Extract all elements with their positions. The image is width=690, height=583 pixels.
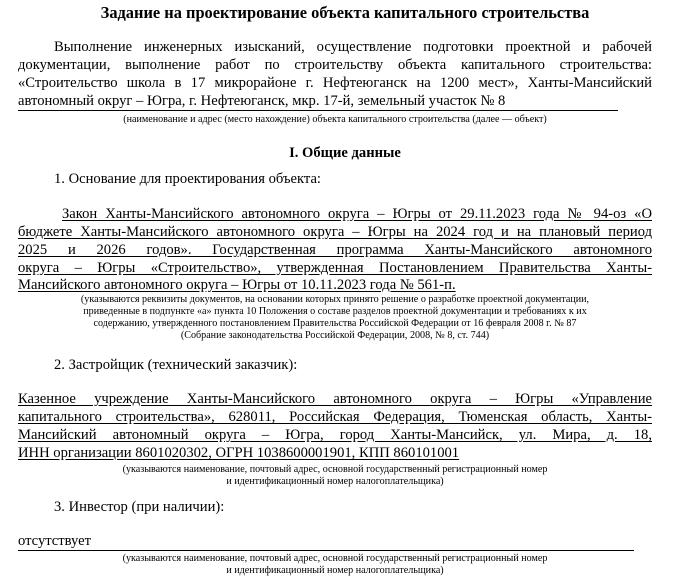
section-heading: I. Общие данные [289, 145, 401, 161]
investor-caption: и идентификационный номер налогоплательщика) [226, 565, 444, 576]
investor-underline [18, 550, 634, 551]
basis-caption: содержанию, утвержденного постановлением Правительства Российской Федерации от 16 февраля 2008 г. № 87 [93, 318, 577, 329]
item1-label: 1. Основание для проектирования объекта: [54, 171, 321, 187]
basis-line: округа – Югры «Строительство», утвержденная Постановлением Правительства Ханты- [18, 260, 652, 276]
item2-label: 2. Застройщик (технический заказчик): [54, 357, 298, 373]
basis-line: 2025 и 2026 годов». Государственная программа Ханты-Мансийского автономного [18, 242, 652, 258]
developer-line: капитального строительства», 628011, Российская Федерация, Тюменская область, Ханты- [18, 409, 652, 425]
developer-line: ИНН организации 8601020302, ОГРН 1038600001901, КПП 860101001 [18, 445, 460, 461]
basis-caption: приведенные в подпункте «а» пункта 10 Положения о составе разделов проектной документации и требованиях к их [83, 306, 587, 317]
intro-line: «Строительство школа в 17 микрорайоне г. Нефтеюганск на 1200 мест», Ханты-Мансийский [18, 75, 652, 91]
basis-line: Мансийского автономного округа – Югры от 10.11.2023 года № 561-п. [18, 277, 456, 293]
document-title: Задание на проектирование объекта капитального строительства [100, 3, 590, 22]
investor-value: отсутствует [18, 533, 92, 549]
basis-line: Закон Ханты-Мансийского автономного округа – Югры от 29.11.2023 года № 94-оз «О [62, 206, 652, 222]
intro-line: автономный округ – Югра, г. Нефтеюганск, мкр. 17-й, земельный участок № 8 [18, 93, 506, 109]
intro-line: документации, выполнение работ по строительству объекта капитального строительства: [18, 57, 652, 73]
intro-caption: (наименование и адрес (место нахождение) объекта капитального строительства (далее — объект) [123, 114, 547, 125]
developer-line: Мансийский автономный округа – Югра, город Ханты-Мансийск, ул. Мира, д. 18, [18, 427, 652, 443]
basis-caption: (указываются реквизиты документов, на основании которых принято решение о разработке проектной документации, [80, 294, 590, 305]
item3-label: 3. Инвестор (при наличии): [54, 499, 225, 515]
basis-caption: (Собрание законодательства Российской Федерации, 2008, № 8, ст. 744) [180, 330, 490, 341]
investor-caption: (указываются наименование, почтовый адрес, основной государственный регистрационный номер [122, 553, 548, 564]
developer-line: Казенное учреждение Ханты-Мансийского автономного округа – Югры «Управление [18, 391, 652, 407]
developer-caption: и идентификационный номер налогоплательщика) [226, 476, 444, 487]
intro-underline [18, 110, 618, 111]
basis-line: бюджете Ханты-Мансийского автономного округа – Югры на 2024 год и на плановый период [18, 224, 652, 240]
intro-line: Выполнение инженерных изысканий, осуществление подготовки проектной и рабочей [54, 39, 652, 55]
developer-caption: (указываются наименование, почтовый адрес, основной государственный регистрационный номер [122, 464, 548, 475]
